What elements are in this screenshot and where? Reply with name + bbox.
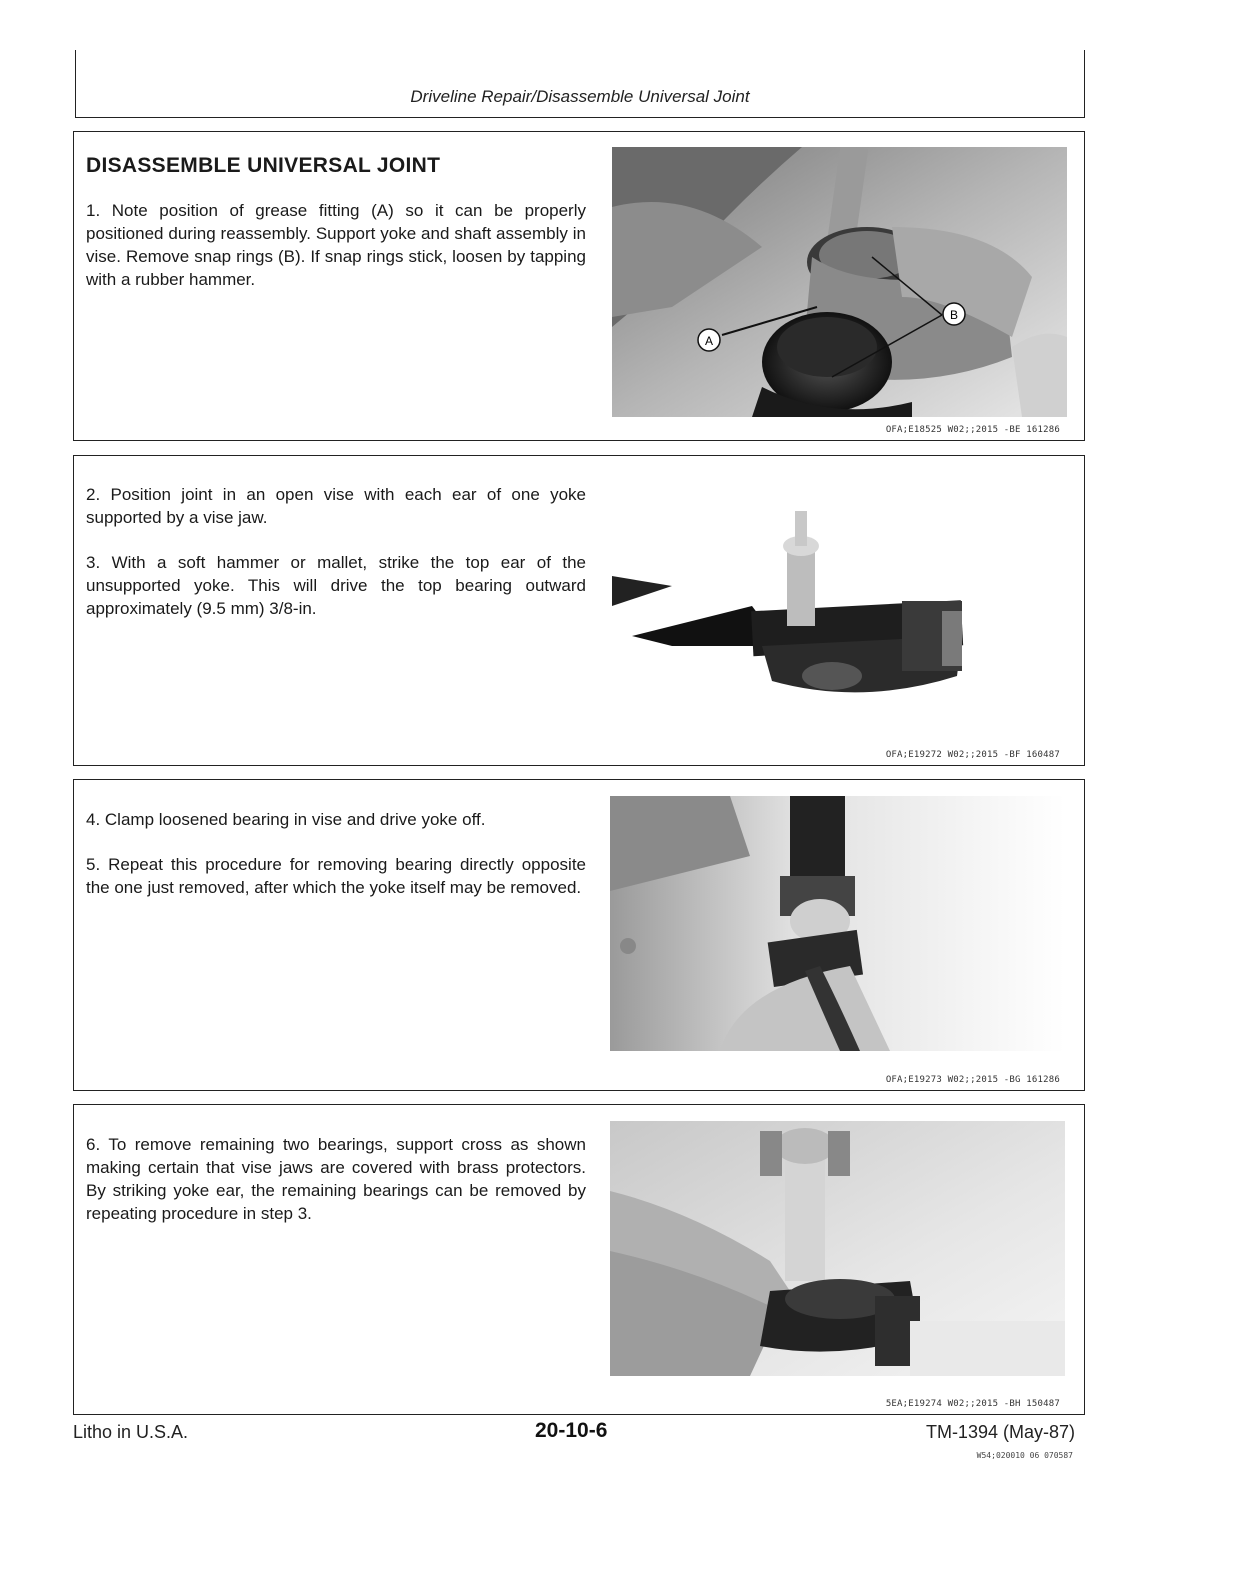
- header-title: Driveline Repair/Disassemble Universal Joint: [410, 87, 750, 106]
- step-2-text: 2. Position joint in an open vise with each ear of one yoke supported by a vise jaw.: [86, 485, 586, 527]
- callout-a: A: [704, 334, 714, 348]
- panel-3-text: [86, 808, 586, 921]
- page-header: [75, 50, 1085, 118]
- footer-reference-code: W54;020010 06 070587: [976, 1451, 1073, 1460]
- cross-support-photo: [610, 1121, 1065, 1376]
- figure-reference: 5EA;E19274 W02;;2015 -BH 150487: [885, 1399, 1060, 1409]
- figure-reference: OFA;E18525 W02;;2015 -BE 161286: [885, 425, 1060, 435]
- panel-1-text: [86, 154, 586, 313]
- manual-code: TM-1394 (May-87): [925, 1422, 1075, 1442]
- open-vise-photo: [612, 506, 1067, 731]
- step-panel-3: [73, 779, 1085, 1091]
- step-6-text: 6. To remove remaining two bearings, support cross as shown making certain that vise jaws are covered with brass protectors. By striking yoke ear, the remaining bearings can be removed by repeating procedure in step 3.: [86, 1135, 586, 1223]
- footer-litho: Litho in U.S.A.: [73, 1422, 189, 1442]
- step-1-text: 1. Note position of grease fitting (A) so it can be properly positioned during reassembly. Support yoke and shaft assembly in vise. Remove snap rings (B). If snap rings stick, loosen by tapping with a rubber hammer.: [86, 201, 586, 289]
- grease-fitting-photo: [612, 147, 1067, 417]
- section-title: DISASSEMBLE UNIVERSAL JOINT: [86, 154, 441, 177]
- panel-4-text: [86, 1133, 586, 1247]
- callout-b: B: [949, 308, 959, 322]
- figure-reference: OFA;E19273 W02;;2015 -BG 161286: [885, 1075, 1060, 1085]
- page-number: 20-10-6: [535, 1419, 608, 1442]
- step-5-text: 5. Repeat this procedure for removing bearing directly opposite the one just removed, after which the yoke itself may be removed.: [86, 855, 586, 897]
- step-4-text: 4. Clamp loosened bearing in vise and drive yoke off.: [86, 810, 486, 829]
- step-3-text: 3. With a soft hammer or mallet, strike the top ear of the unsupported yoke. This will drive the top bearing outward approximately (9.5 mm) 3/8-in.: [86, 553, 586, 618]
- clamp-bearing-photo: [610, 796, 1065, 1051]
- step-panel-2: [73, 455, 1085, 766]
- figure-reference: OFA;E19272 W02;;2015 -BF 160487: [885, 750, 1060, 760]
- step-panel-4: [73, 1104, 1085, 1415]
- step-panel-1: [73, 131, 1085, 441]
- panel-2-text: [86, 483, 586, 642]
